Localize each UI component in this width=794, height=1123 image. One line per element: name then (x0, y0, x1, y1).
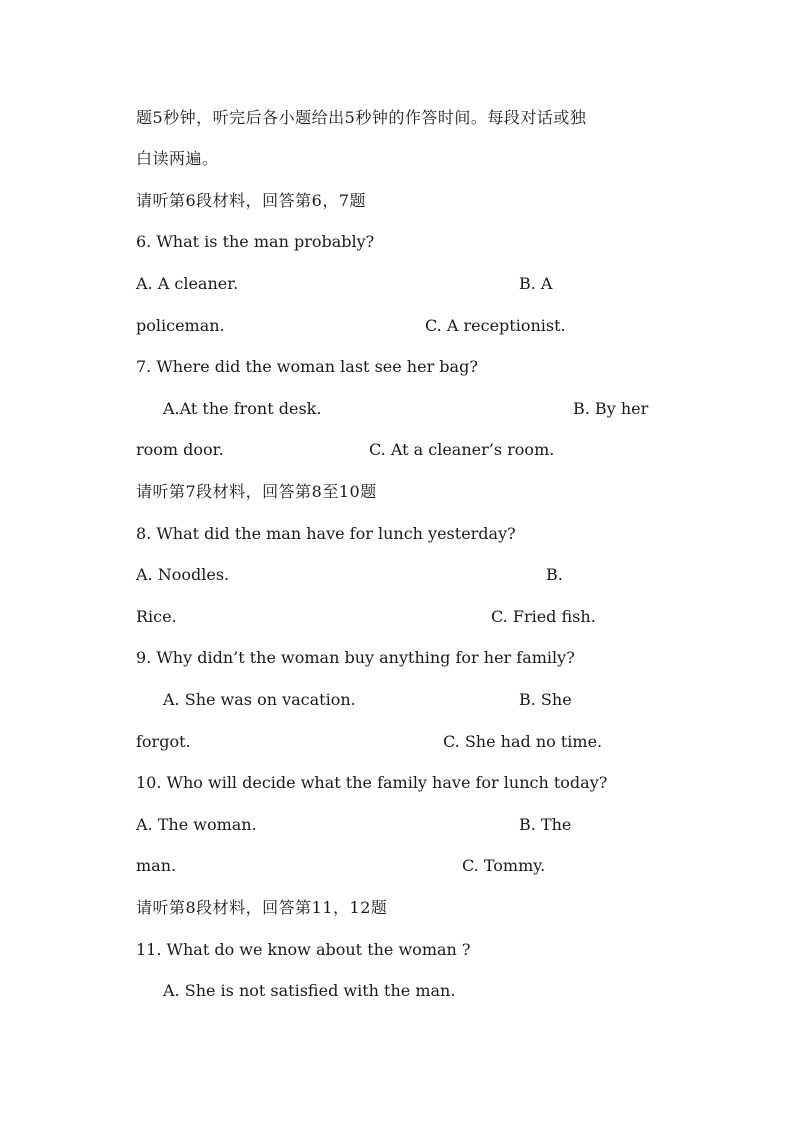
option-a: A. The woman. (136, 815, 257, 834)
option-a: A. A cleaner. (136, 274, 239, 293)
option-c: C. A receptionist. (425, 316, 566, 335)
answer-row (136, 438, 660, 462)
intro-line-1: 题5秒钟，听完后各小题给出5秒钟的作答时间。每段对话或独 (136, 108, 587, 127)
option-c: C. She had no time. (443, 732, 603, 751)
question-stem: 9. Why didn’t the woman buy anything for her family? (136, 648, 575, 667)
option-c: C. Fried fish. (491, 607, 596, 626)
answer-row (136, 272, 660, 296)
answer-row (136, 854, 660, 878)
option-c: C. Tommy. (462, 856, 546, 875)
option-a: A. She is not satisfied with the man. (163, 981, 456, 1000)
option-b-continued: man. (136, 856, 177, 875)
option-c: C. At a cleaner’s room. (369, 440, 555, 459)
answer-row (136, 397, 660, 421)
answer-row (136, 813, 660, 837)
option-b-continued: Rice. (136, 607, 177, 626)
option-b: B. She (519, 690, 572, 709)
answer-row (136, 605, 660, 629)
question-stem: 11. What do we know about the woman ? (136, 940, 471, 959)
question-stem: 10. Who will decide what the family have for lunch today? (136, 773, 608, 792)
intro-line-2: 白读两遍。 (136, 149, 219, 168)
answer-row (136, 979, 660, 1003)
question-stem: 6. What is the man probably? (136, 232, 375, 251)
option-b-continued: forgot. (136, 732, 191, 751)
section-heading: 请听第8段材料，回答第11，12题 (136, 898, 388, 917)
question-stem: 7. Where did the woman last see her bag? (136, 357, 478, 376)
section-heading: 请听第6段材料，回答第6，7题 (136, 191, 367, 210)
option-a: A. Noodles. (136, 565, 230, 584)
option-b: B. (546, 565, 563, 584)
option-b-continued: room door. (136, 440, 224, 459)
option-a: A.At the front desk. (163, 399, 322, 418)
answer-row (136, 563, 660, 587)
option-a: A. She was on vacation. (163, 690, 356, 709)
question-stem: 8. What did the man have for lunch yesterday? (136, 524, 516, 543)
section-heading: 请听第7段材料，回答第8至10题 (136, 482, 377, 501)
option-b: B. The (519, 815, 572, 834)
answer-row (136, 730, 660, 754)
option-b: B. By her (573, 399, 649, 418)
answer-row (136, 688, 660, 712)
option-b: B. A (519, 274, 553, 293)
option-b-continued: policeman. (136, 316, 225, 335)
answer-row (136, 314, 660, 338)
